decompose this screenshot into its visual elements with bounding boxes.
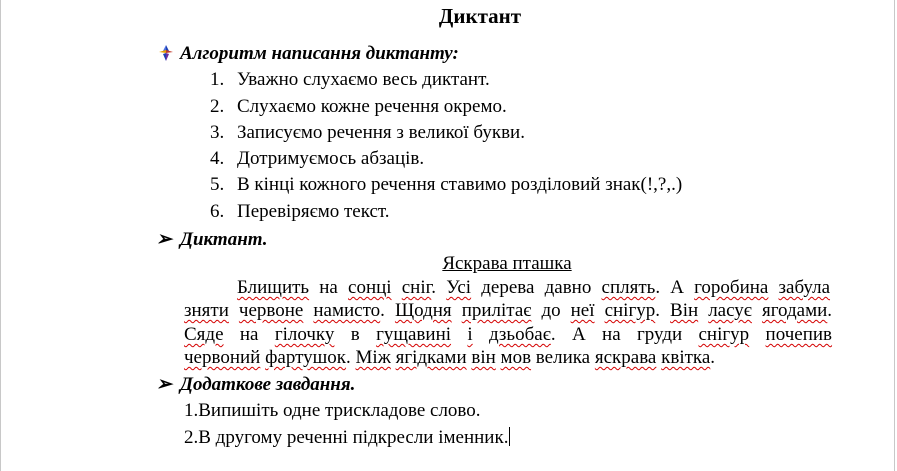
spellcheck-flagged-word: і — [467, 324, 473, 345]
text-cursor — [509, 427, 510, 446]
spellcheck-flagged-word: яскрава — [594, 347, 657, 368]
list-item-number: 3. — [210, 122, 225, 143]
list-item — [210, 148, 424, 170]
diamond-bullet-icon — [156, 45, 180, 61]
algorithm-heading-text: Алгоритм написання диктанту: — [180, 43, 459, 64]
list-item-text: Записуємо речення з великої букви. — [237, 122, 525, 143]
paragraph-text: в — [334, 324, 377, 345]
spellcheck-flagged-word: фартушок — [265, 347, 347, 368]
paragraph-text — [752, 300, 762, 321]
list-item — [210, 201, 390, 223]
list-item-text: Дотримуємось абзаців. — [237, 148, 425, 169]
list-item — [210, 69, 490, 91]
list-item-number: 4. — [210, 148, 225, 169]
spellcheck-flagged-word: мов — [500, 347, 532, 368]
dictation-heading — [156, 229, 268, 251]
page-left-edge — [0, 0, 1, 471]
spellcheck-flagged-word: намисто — [313, 300, 381, 321]
spellcheck-flagged-word: ласує — [708, 300, 752, 321]
spellcheck-flagged-word: Щодня — [394, 300, 452, 321]
spellcheck-flagged-word: зняти — [184, 300, 229, 321]
list-item — [210, 122, 525, 144]
paragraph-text: до — [531, 300, 571, 321]
spellcheck-flagged-word: снігур — [698, 324, 750, 345]
spellcheck-flagged-word: забула — [778, 277, 831, 298]
spellcheck-flagged-word: квітка — [661, 347, 711, 368]
paragraph-text: велика — [531, 347, 595, 368]
spellcheck-flagged-word: гілочку — [274, 324, 335, 345]
spellcheck-flagged-word: дзьобає — [489, 324, 551, 345]
spellcheck-flagged-word: Блищить — [237, 277, 310, 298]
task-item[interactable] — [184, 427, 510, 449]
task-item: 1.Випишіть одне трискладове слово. — [184, 400, 481, 421]
paragraph-text — [749, 324, 765, 345]
spellcheck-flagged-word: неї — [570, 300, 595, 321]
paragraph-text — [595, 300, 605, 321]
list-item-text: Уважно слухаємо весь диктант. — [237, 69, 490, 90]
spellcheck-flagged-word: він — [471, 347, 496, 368]
spellcheck-flagged-word: ягідками — [395, 347, 467, 368]
paragraph-line-3 — [184, 323, 832, 346]
spellcheck-flagged-word: снігур — [604, 300, 656, 321]
spellcheck-flagged-word: почепив — [765, 324, 833, 345]
paragraph-text — [229, 300, 239, 321]
paragraph-text — [473, 324, 489, 345]
list-item — [210, 174, 682, 196]
paragraph-text: . А — [655, 277, 695, 298]
task-item-text: 2.В другому реченні підкресли іменник. — [184, 427, 509, 448]
paragraph-line-1 — [184, 276, 830, 299]
paragraph-text: . — [710, 347, 716, 368]
page-right-edge — [894, 0, 895, 471]
paragraph-text — [698, 300, 708, 321]
spellcheck-flagged-word: червоний — [184, 347, 261, 368]
spellcheck-flagged-word: сплять — [601, 277, 656, 298]
paragraph-text: . — [380, 300, 395, 321]
list-item-number: 5. — [210, 174, 225, 195]
list-item-text: Слухаємо кожне речення окремо. — [237, 96, 507, 117]
paragraph-text: на — [309, 277, 349, 298]
spellcheck-flagged-word: сонці — [348, 277, 392, 298]
list-item — [210, 96, 507, 118]
spellcheck-flagged-word: Він — [670, 300, 699, 321]
paragraph-text: . А на груди — [550, 324, 699, 345]
arrowhead-bullet-icon: ➢ — [156, 229, 172, 250]
paragraph-text: . — [655, 300, 671, 321]
list-item-number: 6. — [210, 201, 225, 222]
paragraph-text — [392, 277, 402, 298]
story-title-text: Яскрава пташка — [442, 253, 572, 274]
paragraph-text — [303, 300, 313, 321]
list-item-number: 1. — [210, 69, 225, 90]
list-item-number: 2. — [210, 96, 225, 117]
spellcheck-flagged-word: Сяде — [184, 324, 224, 345]
extra-task-heading-text: Додаткове завдання. — [180, 374, 356, 395]
paragraph-line-4 — [184, 346, 832, 369]
paragraph-text — [451, 324, 467, 345]
spellcheck-flagged-word: горобина — [694, 277, 769, 298]
spellcheck-flagged-word: червоне — [238, 300, 304, 321]
arrowhead-bullet-icon: ➢ — [156, 374, 172, 395]
spellcheck-flagged-word: прилітає — [461, 300, 532, 321]
dictation-heading-text: Диктант. — [180, 229, 268, 250]
spellcheck-flagged-word: сніг — [401, 277, 432, 298]
algorithm-heading — [156, 43, 459, 65]
paragraph-text: дерева давно — [471, 277, 602, 298]
spellcheck-flagged-word: гущавині — [376, 324, 452, 345]
paragraph-text: . — [431, 277, 447, 298]
spellcheck-flagged-word: Усі — [446, 277, 472, 298]
spellcheck-flagged-word: Між — [355, 347, 391, 368]
paragraph-text: на — [223, 324, 275, 345]
paragraph-text: . — [346, 347, 356, 368]
spellcheck-flagged-word: ягодами — [761, 300, 828, 321]
paragraph-line-2 — [184, 299, 832, 322]
document-title: Диктант — [438, 4, 522, 28]
story-title — [0, 253, 897, 275]
paragraph-text: . — [827, 300, 833, 321]
list-item-text: Перевіряємо текст. — [237, 201, 390, 222]
extra-task-heading — [156, 374, 355, 396]
paragraph-text — [452, 300, 462, 321]
list-item-text: В кінці кожного речення ставимо розділовий знак(!,?,.) — [237, 174, 683, 195]
paragraph-text — [768, 277, 778, 298]
